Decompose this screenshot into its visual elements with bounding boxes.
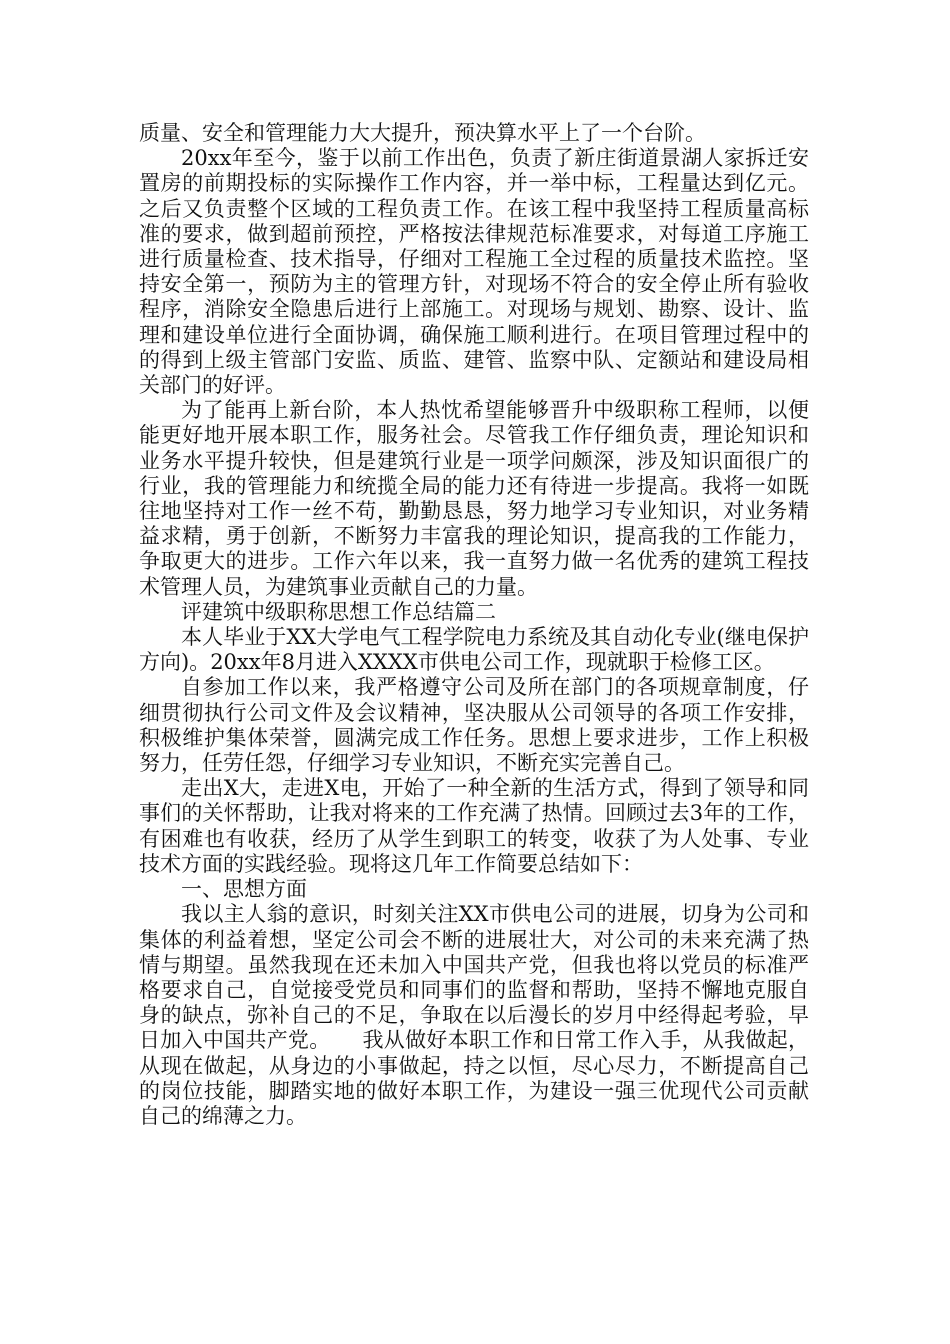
- paragraph: 本人毕业于XX大学电气工程学院电力系统及其自动化专业(继电保护方向)。20xx年8月进入XXXX市供电公司工作，现就职于检修工区。: [139, 625, 809, 675]
- paragraph: 为了能再上新台阶，本人热忱希望能够晋升中级职称工程师，以便能更好地开展本职工作，服务社会。尽管我工作仔细负责，理论知识和业务水平提升较快，但是建筑行业是一项学问颇深，涉及知识面很广的行业，我的管理能力和统揽全局的能力还有待进一步提高。我将一如既往地坚持对工作一丝不苟，勤勤恳恳，努力地学习专业知识，对业务精益求精，勇于创新，不断努力丰富我的理论知识，提高我的工作能力，争取更大的进步。工作六年以来，我一直努力做一名优秀的建筑工程技术管理人员，为建筑事业贡献自己的力量。: [139, 398, 809, 599]
- paragraph: 我以主人翁的意识，时刻关注XX市供电公司的进展，切身为公司和集体的利益着想，坚定公司会不断的进展壮大，对公司的未来充满了热情与期望。虽然我现在还未加入中国共产党，但我也将以党员的标准严格要求自己，自觉接受党员和同事们的监督和帮助，坚持不懈地克服自身的缺点，弥补自己的不足，争取在以后漫长的岁月中经得起考验，早日加入中国共产党。 我从做好本职工作和日常工作入手，从我做起，从现在做起，从身边的小事做起，持之以恒，尽心尽力，不断提高自己的岗位技能，脚踏实地的做好本职工作，为建设一强三优现代公司贡献自己的绵薄之力。: [139, 902, 809, 1128]
- section-heading: 一、思想方面: [181, 877, 307, 902]
- document-page: [139, 121, 809, 1129]
- section-heading: 评建筑中级职称思想工作总结篇二: [181, 599, 496, 624]
- paragraph: 走出X大，走进X电，开始了一种全新的生活方式，得到了领导和同事们的关怀帮助，让我对将来的工作充满了热情。回顾过去3年的工作，有困难也有收获，经历了从学生到职工的转变，收获了为人处事、专业技术方面的实践经验。现将这几年工作简要总结如下：: [139, 776, 809, 876]
- paragraph: 质量、安全和管理能力大大提升，预决算水平上了一个台阶。: [139, 121, 706, 145]
- paragraph: 自参加工作以来，我严格遵守公司及所在部门的各项规章制度，仔细贯彻执行公司文件及会议精神，坚决服从公司领导的各项工作安排，积极维护集体荣誉，圆满完成工作任务。思想上要求进步，工作上积极努力，任劳任怨，仔细学习专业知识，不断充实完善自己。: [139, 675, 809, 776]
- paragraph: 20xx年至今，鉴于以前工作出色，负责了新庄街道景湖人家拆迁安置房的前期投标的实际操作工作内容，并一举中标，工程量达到亿元。之后又负责整个区域的工程负责工作。在该工程中我坚持工程质量高标准的要求，做到超前预控，严格按法律规范标准要求，对每道工序施工进行质量检查、技术指导，仔细对工程施工全过程的质量技术监控。坚持安全第一，预防为主的管理方针，对现场不符合的安全停止所有验收程序，消除安全隐患后进行上部施工。对现场与规划、勘察、设计、监理和建设单位进行全面协调，确保施工顺利进行。在项目管理过程中的的得到上级主管部门安监、质监、建管、监察中队、定额站和建设局相关部门的好评。: [139, 146, 809, 398]
